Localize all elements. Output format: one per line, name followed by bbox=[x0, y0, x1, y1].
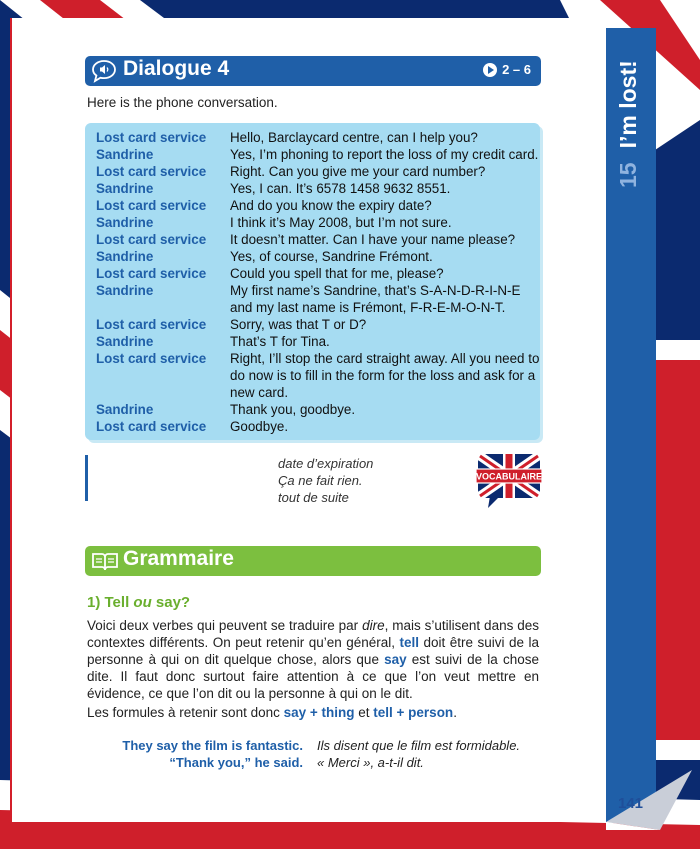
chapter-side-tab bbox=[606, 28, 656, 822]
open-book-icon bbox=[91, 550, 119, 574]
play-icon[interactable] bbox=[483, 63, 497, 77]
speech-bubble-icon bbox=[91, 59, 117, 83]
dialogue-intro: Here is the phone conversation. bbox=[87, 95, 278, 110]
vocabulaire-badge-label: VOCABULAIRE bbox=[476, 471, 542, 482]
grammar-paragraph-2: Les formules à retenir sont donc say + thing et tell + person. bbox=[87, 705, 457, 720]
grammar-title: Grammaire bbox=[123, 547, 234, 570]
dialogue-box: Lost card service Hello, Barclaycard centre, can I help you? Sandrine Yes, I’m phoning to report the loss of my credit card. Lost card service Right. Can you give me your card number? Sandrine Yes, I can. It’s 6578 1458 9632 8551. Lost card service And do you know the expiry date? Sandrine I think it’s May 2008, but I’m not sure. Lost card service It doesn’t matter. Can I have your name please? Sandrine Yes, of course, Sandrine Frémont. Lost card service Could you spell that for me, please? Sandrine My first name’s Sandrine, that’s S-A-N-D-R-I-N-E and my last name is Frémont, F-R-E-M-O-N-T. Lost card service Sorry, was that T or D? Sandrine That’s T for Tina. Lost card service Right, I’ll stop the card straight away. All you need to do now is to fill in the form for the loss and ask for a new card. Sandrine Thank you, goodbye. Lost card service Goodbye. bbox=[85, 123, 540, 440]
grammar-subheading: 1) Tell ou say? bbox=[87, 594, 191, 611]
page-number: 141 bbox=[618, 795, 644, 812]
vocabulaire-flag-badge bbox=[476, 452, 542, 510]
page-edge bbox=[10, 18, 12, 822]
audio-track[interactable] bbox=[483, 62, 531, 77]
dialogue-header bbox=[85, 56, 541, 86]
vocabulary-list: date d’expiration Ça ne fait rien. tout de suite bbox=[85, 455, 438, 501]
page-curl bbox=[600, 770, 700, 830]
grammar-paragraph-1: Voici deux verbes qui peuvent se traduire par dire, mais s’utilisent dans des contextes différents. On peut retenir qu’en général, tell doit être suivi de la personne à qui on dit quelque chose, alors que say est suivi de la chose dite. Il faut donc surtout faire attention à ce que l’on veut mettre en évidence, ce que l’on dit ou la personne à qui on le dit. bbox=[87, 618, 539, 701]
dialogue-title: Dialogue 4 bbox=[123, 57, 230, 80]
track-number: 2 – 6 bbox=[502, 62, 531, 77]
chapter-number: 15 bbox=[615, 162, 641, 188]
grammar-header bbox=[85, 546, 541, 576]
chapter-title: I’m lost! bbox=[615, 60, 641, 149]
